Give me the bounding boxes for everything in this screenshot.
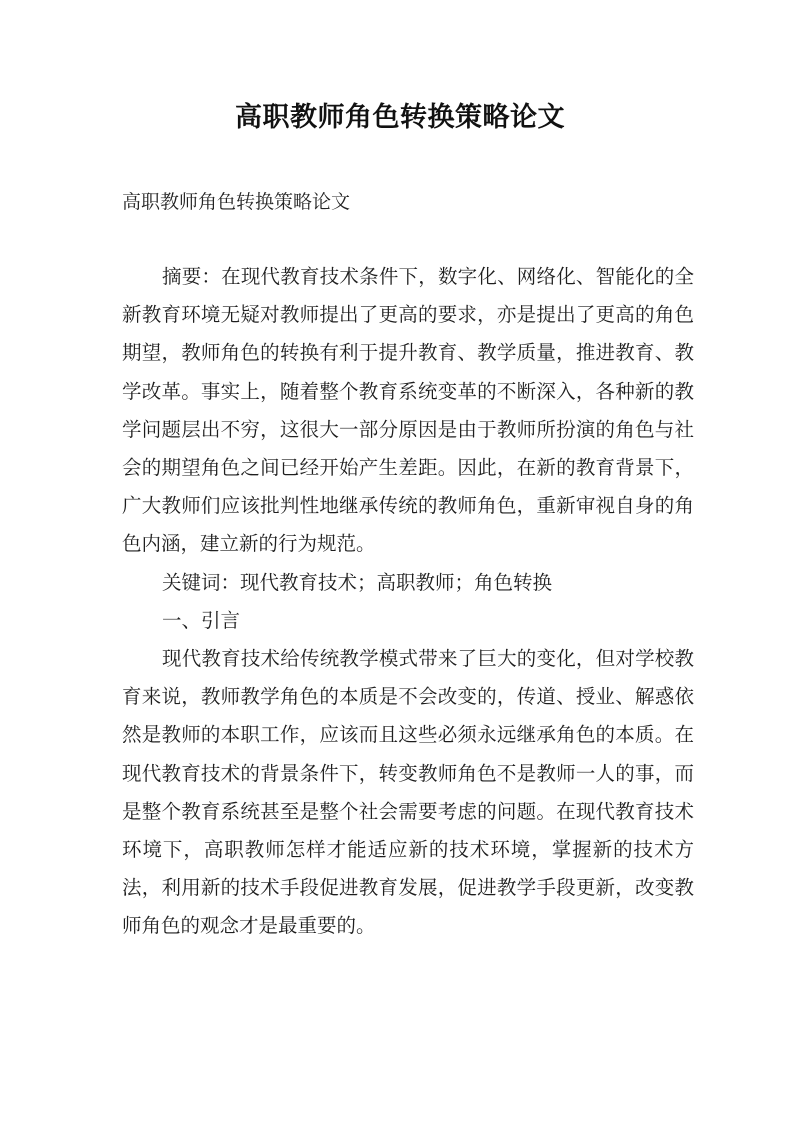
document-subtitle: 高职教师角色转换策略论文 [122,191,351,213]
section-heading: 一、引言 [162,608,241,632]
document-body [122,258,694,946]
abstract-paragraph: 摘要：在现代教育技术条件下，数字化、网络化、智能化的全新教育环境无疑对教师提出了更高的要求，亦是提出了更高的角色期望，教师角色的转换有利于提升教育、教学质量，推进教育、教学改革。事实上，随着整个教育系统变革的不断深入，各种新的教学问题层出不穷，这很大一部分原因是由于教师所扮演的角色与社会的期望角色之间已经开始产生差距。因此，在新的教育背景下，广大教师们应该批判性地继承传统的教师角色，重新审视自身的角色内涵，建立新的行为规范。 [122,265,694,556]
page-title: 高职教师角色转换策略论文 [235,102,565,133]
intro-paragraph: 现代教育技术给传统教学模式带来了巨大的变化，但对学校教育来说，教师教学角色的本质是不会改变的，传道、授业、解惑依然是教师的本职工作，应该而且这些必须永远继承角色的本质。在现代教育技术的背景条件下，转变教师角色不是教师一人的事，而是整个教育系统甚至是整个社会需要考虑的问题。在现代教育技术环境下，高职教师怎样才能适应新的技术环境，掌握新的技术方法，利用新的技术手段促进教育发展，促进教学手段更新，改变教师角色的观念才是最重要的。 [122,647,694,938]
keywords-line: 关键词：现代教育技术；高职教师；角色转换 [162,570,553,594]
